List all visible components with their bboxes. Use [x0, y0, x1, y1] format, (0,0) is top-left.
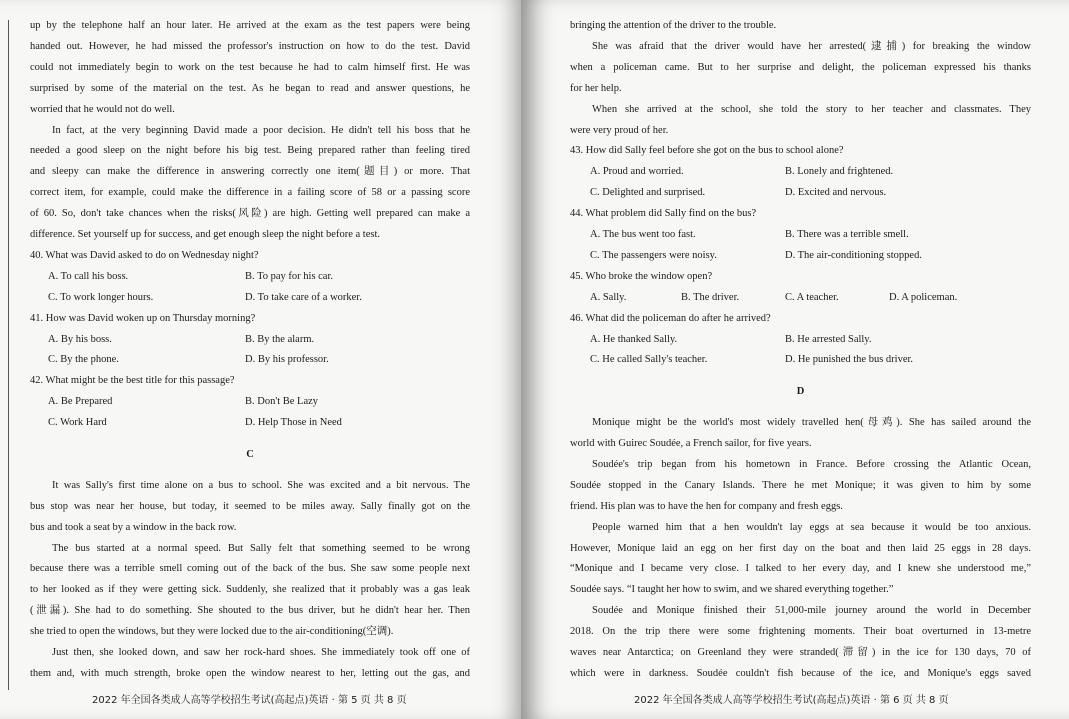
text-line: bus and took a seat by a window in the back row. — [30, 521, 237, 533]
text-line: The bus started at a normal speed. But Sally felt that something seemed to be wrong — [52, 542, 470, 554]
option-a: A. By his boss. — [48, 333, 112, 345]
section-heading-d: D — [796, 386, 805, 398]
option-d: D. Excited and nervous. — [785, 187, 887, 199]
text-line: worried that he would not do well. — [30, 103, 175, 115]
question-40-options-row1 — [30, 267, 470, 288]
text-line: It was Sally's first time alone on a bus to school. She was excited and a bit nervous. The — [52, 479, 470, 491]
text-line: However, Monique laid an egg on her first day on the boat and then laid 25 eggs in 28 days. — [570, 542, 1031, 554]
option-c: C. To work longer hours. — [48, 291, 154, 303]
option-a: A. Proud and worried. — [590, 166, 684, 178]
option-a: A. The bus went too fast. — [590, 229, 696, 241]
text-line: handed out. However, he had missed the professor's instruction on how to do the test. David — [30, 40, 470, 52]
text-line: and sleepy can make the difference in answering correctly one item(题目) or more. That — [30, 166, 470, 178]
text-line: She was afraid that the driver would have her arrested(逮捕) for breaking the window — [592, 40, 1031, 52]
option-b: B. He arrested Sally. — [785, 333, 872, 345]
option-d: D. A policeman. — [889, 291, 958, 303]
text-line: she tried to open the windows, but they were locked due to the air-conditioning(空调). — [30, 626, 394, 638]
text-line: bringing the attention of the driver to the trouble. — [570, 20, 777, 31]
option-c: C. By the phone. — [48, 354, 119, 366]
question-41-options-row2 — [30, 350, 470, 371]
right-page — [521, 0, 1069, 719]
text-line: were very proud of her. — [570, 124, 669, 136]
question-43-options-row2 — [570, 183, 1031, 204]
question-44-stem: 44. What problem did Sally find on the bus? — [570, 208, 757, 220]
option-c: C. Delighted and surprised. — [590, 187, 706, 199]
text-line: difference. Set yourself up for success, and get enough sleep the night before a test. — [30, 229, 380, 241]
question-40-options-row2 — [30, 288, 470, 309]
question-43-options-row1 — [570, 162, 1031, 183]
option-a: A. He thanked Sally. — [590, 333, 678, 345]
option-b: B. Don't Be Lazy — [245, 396, 319, 408]
question-42-options-row2 — [30, 413, 470, 434]
question-41-options-row1 — [30, 330, 470, 351]
text-line: them and, with much strength, broke open the window nearest to her, letting out the gas, and — [30, 667, 470, 679]
question-40-stem: 40. What was David asked to do on Wednesday night? — [30, 249, 259, 261]
right-page-content — [570, 16, 1031, 685]
text-line: up by the telephone half an hour later. He arrived at the exam as the test papers were being — [30, 20, 470, 31]
option-b: B. By the alarm. — [245, 333, 315, 345]
text-line: surprised by some of the material on the test. As he began to read and answer questions, he — [30, 82, 470, 94]
text-line: “Monique and I became very close. I talked to her every day, and I knew she understood me,” — [570, 563, 1031, 575]
option-d: D. Help Those in Need — [245, 417, 342, 429]
text-line: Soudée says. “I taught her how to swim, and we shared everything together.” — [570, 584, 894, 596]
option-d: D. The air-conditioning stopped. — [785, 249, 922, 261]
question-46-stem: 46. What did the policeman do after he arrived? — [570, 312, 771, 324]
text-line: to her looked as if they were getting sick. Suddenly, she realized that it probably was a gas leak — [30, 584, 470, 596]
text-line: Soudée's trip began from his hometown in France. Before crossing the Atlantic Ocean, — [592, 458, 1031, 470]
page-footer: 2022 年全国各类成人高等学校招生考试(高起点)英语 · 第 5 页 共 8 页 — [92, 695, 407, 706]
text-line: In fact, at the very beginning David made a poor decision. He didn't tell his boss that he — [52, 124, 470, 136]
option-b: B. The driver. — [681, 291, 740, 303]
option-c: C. He called Sally's teacher. — [590, 354, 708, 366]
text-line: needed a good sleep on the night before his big test. Being prepared rather than feeling tired — [30, 145, 470, 157]
text-line: world with Guirec Soudée, a French sailor, for five years. — [570, 438, 812, 449]
text-line: Just then, she looked down, and saw her rock-hard shoes. She immediately took off one of — [52, 647, 470, 659]
text-line: friend. His plan was to have the hen for company and fresh eggs. — [570, 500, 843, 512]
option-a: A. Be Prepared — [48, 396, 113, 408]
option-a: A. Sally. — [590, 291, 627, 303]
left-page-content — [30, 16, 470, 685]
option-b: B. Lonely and frightened. — [785, 166, 894, 178]
page-footer: 2022 年全国各类成人高等学校招生考试(高起点)英语 · 第 6 页 共 8 页 — [634, 695, 949, 706]
text-line: When she arrived at the school, she told the story to her teacher and classmates. They — [592, 103, 1031, 115]
text-line: Monique might be the world's most widely travelled hen(母鸡). She has sailed around the — [592, 417, 1031, 429]
text-line: correct item, for example, could make the difference in a failing score of 58 or a passing score — [30, 187, 470, 199]
question-42-options-row1 — [30, 392, 470, 413]
question-42-stem: 42. What might be the best title for this passage? — [30, 375, 235, 387]
question-45-stem: 45. Who broke the window open? — [570, 270, 713, 282]
option-d: D. To take care of a worker. — [245, 291, 362, 303]
margin-line — [8, 20, 9, 690]
option-a: A. To call his boss. — [48, 270, 129, 282]
text-line: for her help. — [570, 82, 622, 94]
text-line: 2018. On the trip there were some frightening moments. Their boat overturned in 13-metre — [570, 626, 1031, 638]
question-41-stem: 41. How was David woken up on Thursday morning? — [30, 312, 256, 324]
option-c: C. The passengers were noisy. — [590, 249, 717, 261]
question-43-stem: 43. How did Sally feel before she got on the bus to school alone? — [570, 145, 844, 157]
question-45-options — [570, 288, 1031, 309]
option-b: B. There was a terrible smell. — [785, 229, 909, 241]
text-line: bus stop was near her house, but today, it seemed to be miles away. Sally finally got on the — [30, 500, 470, 512]
text-line: could not immediately begin to work on the test because he had to calm himself first. He was — [30, 61, 470, 73]
option-b: B. To pay for his car. — [245, 270, 334, 282]
text-line: Soudée stopped in the Canary Islands. There he met Monique; it was given to him by some — [570, 479, 1031, 491]
question-46-options-row1 — [570, 330, 1031, 351]
question-44-options-row1 — [570, 225, 1031, 246]
text-line: (泄漏). She had to do something. She shouted to the bus driver, but he didn't hear her. Then — [30, 605, 470, 617]
text-line: when a policeman came. But to her surprise and delight, the policeman expressed his thanks — [570, 61, 1031, 73]
text-line: of 60. So, don't take chances when the risks(风险) are high. Getting well prepared can make a — [30, 208, 470, 220]
text-line: waves near Antarctica; on Greenland they were stranded(滞留) in the ice for 130 days, 70 of — [570, 647, 1031, 659]
question-46-options-row2 — [570, 350, 1031, 371]
option-c: C. Work Hard — [48, 417, 107, 429]
option-c: C. A teacher. — [785, 291, 839, 303]
left-page — [0, 0, 521, 719]
text-line: Soudée and Monique finished their 51,000-mile journey around the world in December — [592, 605, 1031, 617]
text-line: which were in darkness. Soudée couldn't fish because of the ice, and Monique's eggs saved — [570, 667, 1031, 679]
option-d: D. By his professor. — [245, 354, 329, 366]
question-44-options-row2 — [570, 246, 1031, 267]
section-heading-c: C — [246, 449, 254, 461]
option-d: D. He punished the bus driver. — [785, 354, 914, 366]
text-line: because there was a terrible smell coming out of the back of the bus. She saw some people next — [30, 563, 470, 575]
text-line: People warned him that a hen wouldn't lay eggs at sea because it would be too anxious. — [592, 521, 1031, 533]
